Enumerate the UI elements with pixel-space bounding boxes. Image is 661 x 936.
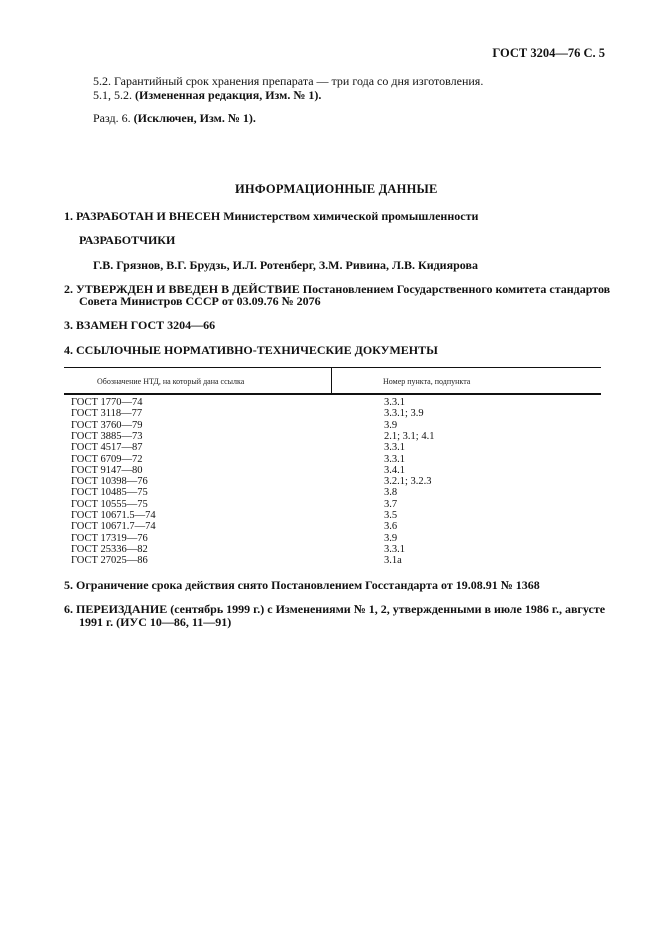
table-row: [0, 487, 661, 499]
info-item-6-label: 6. ПЕРЕИЗДАНИЕ: [64, 602, 168, 616]
table-cell-ntd: ГОСТ 3760—79: [71, 419, 143, 431]
developers-names: Г.В. Грязнов, В.Г. Брудзь, И.Л. Ротенберг, З.М. Ривина, Л.В. Кидиярова: [93, 258, 478, 272]
table-cell-ntd: ГОСТ 10485—75: [71, 487, 148, 499]
paragraph-5-1-5-2: [93, 88, 321, 102]
table-cell-item: 3.9: [384, 419, 398, 431]
table-cell-item: 3.2.1; 3.2.3: [384, 476, 432, 488]
section-number: Разд. 6.: [93, 111, 131, 125]
info-item-4: 4. ССЫЛОЧНЫЕ НОРМАТИВНО-ТЕХНИЧЕСКИЕ ДОКУМЕНТЫ: [64, 343, 438, 357]
section-6-note: [93, 111, 256, 125]
table-row: [0, 499, 661, 511]
table-row: [0, 510, 661, 522]
table-cell-ntd: ГОСТ 6709—72: [71, 453, 143, 465]
info-item-2-label: 2. УТВЕРЖДЕН И ВВЕДЕН В ДЕЙСТВИЕ: [64, 282, 300, 296]
reference-table-body: [0, 397, 661, 577]
info-item-3: 3. ВЗАМЕН ГОСТ 3204—66: [64, 318, 216, 332]
table-row: [0, 555, 661, 567]
excluded-note: (Исключен, Изм. № 1).: [133, 111, 256, 125]
table-row: [0, 420, 661, 432]
info-item-6-text: (сентябрь 1999 г.) с Изменениями № 1, 2, утвержденными в июле 1986 г., августе: [170, 602, 606, 616]
table-cell-ntd: ГОСТ 10671.5—74: [71, 510, 156, 521]
table-cell-ntd: ГОСТ 10555—75: [71, 498, 148, 510]
table-cell-item: 3.3.1; 3.9: [384, 408, 424, 420]
table-cell-item: 2.1; 3.1; 4.1: [384, 430, 435, 442]
page-header: ГОСТ 3204—76 С. 5: [492, 46, 605, 60]
info-item-6: [64, 602, 605, 616]
amendment-note: (Измененная редакция, Изм. № 1).: [135, 88, 322, 102]
table-cell-item: 3.3.1: [384, 453, 405, 465]
info-title: ИНФОРМАЦИОННЫЕ ДАННЫЕ: [235, 182, 438, 196]
table-cell-ntd: ГОСТ 1770—74: [71, 397, 143, 408]
table-row: [0, 544, 661, 556]
table-cell-ntd: ГОСТ 10671.7—74: [71, 521, 156, 533]
table-row: [0, 397, 661, 409]
table-cell-item: 3.6: [384, 521, 398, 533]
table-cell-item: 3.8: [384, 487, 398, 499]
info-item-5: 5. Ограничение срока действия снято Постановлением Госстандарта от 19.08.91 № 1368: [64, 578, 540, 592]
table-header-ntd: Обозначение НТД, на который дана ссылка: [97, 377, 245, 386]
table-header-item: Номер пункта, подпункта: [383, 377, 471, 386]
info-item-1-text: Министерством химической промышленности: [223, 209, 479, 223]
table-row: [0, 454, 661, 466]
table-cell-ntd: ГОСТ 4517—87: [71, 442, 143, 454]
table-cell-ntd: ГОСТ 17319—76: [71, 532, 148, 544]
developers-title: РАЗРАБОТЧИКИ: [79, 233, 176, 247]
table-cell-item: 3.7: [384, 498, 398, 510]
info-item-1-label: 1. РАЗРАБОТАН И ВНЕСЕН: [64, 209, 221, 223]
table-cell-ntd: ГОСТ 10398—76: [71, 476, 148, 488]
table-cell-item: 3.4.1: [384, 464, 405, 476]
info-item-2-line2: Совета Министров СССР от 03.09.76 № 2076: [79, 294, 321, 308]
paragraph-5-2: 5.2. Гарантийный срок хранения препарата — три года со дня изготовления.: [93, 74, 484, 88]
table-cell-item: 3.3.1: [384, 543, 405, 555]
table-cell-ntd: ГОСТ 25336—82: [71, 543, 148, 555]
table-cell-ntd: ГОСТ 9147—80: [71, 464, 143, 476]
paragraph-number: 5.1, 5.2.: [93, 88, 132, 102]
table-cell-ntd: ГОСТ 3885—73: [71, 430, 143, 442]
table-row: [0, 521, 661, 533]
table-cell-item: 3.1а: [384, 555, 402, 567]
table-row: [0, 465, 661, 477]
table-row: [0, 533, 661, 545]
table-cell-ntd: ГОСТ 3118—77: [71, 408, 143, 420]
table-column-divider: [331, 367, 332, 394]
table-row: [0, 442, 661, 454]
table-cell-item: 3.9: [384, 532, 398, 544]
table-cell-ntd: ГОСТ 27025—86: [71, 555, 148, 567]
table-cell-item: 3.3.1: [384, 397, 405, 408]
table-cell-item: 3.5: [384, 510, 398, 521]
table-row: [0, 408, 661, 420]
info-item-1: [64, 209, 478, 223]
table-row: [0, 476, 661, 488]
table-row: [0, 431, 661, 443]
table-cell-item: 3.3.1: [384, 442, 405, 454]
table-top-rule: [64, 367, 601, 368]
table-header-rule: [64, 393, 601, 395]
info-item-6-line2: 1991 г. (ИУС 10—86, 11—91): [79, 615, 232, 629]
info-item-2-text: Постановлением Государственного комитета стандартов: [302, 282, 611, 296]
